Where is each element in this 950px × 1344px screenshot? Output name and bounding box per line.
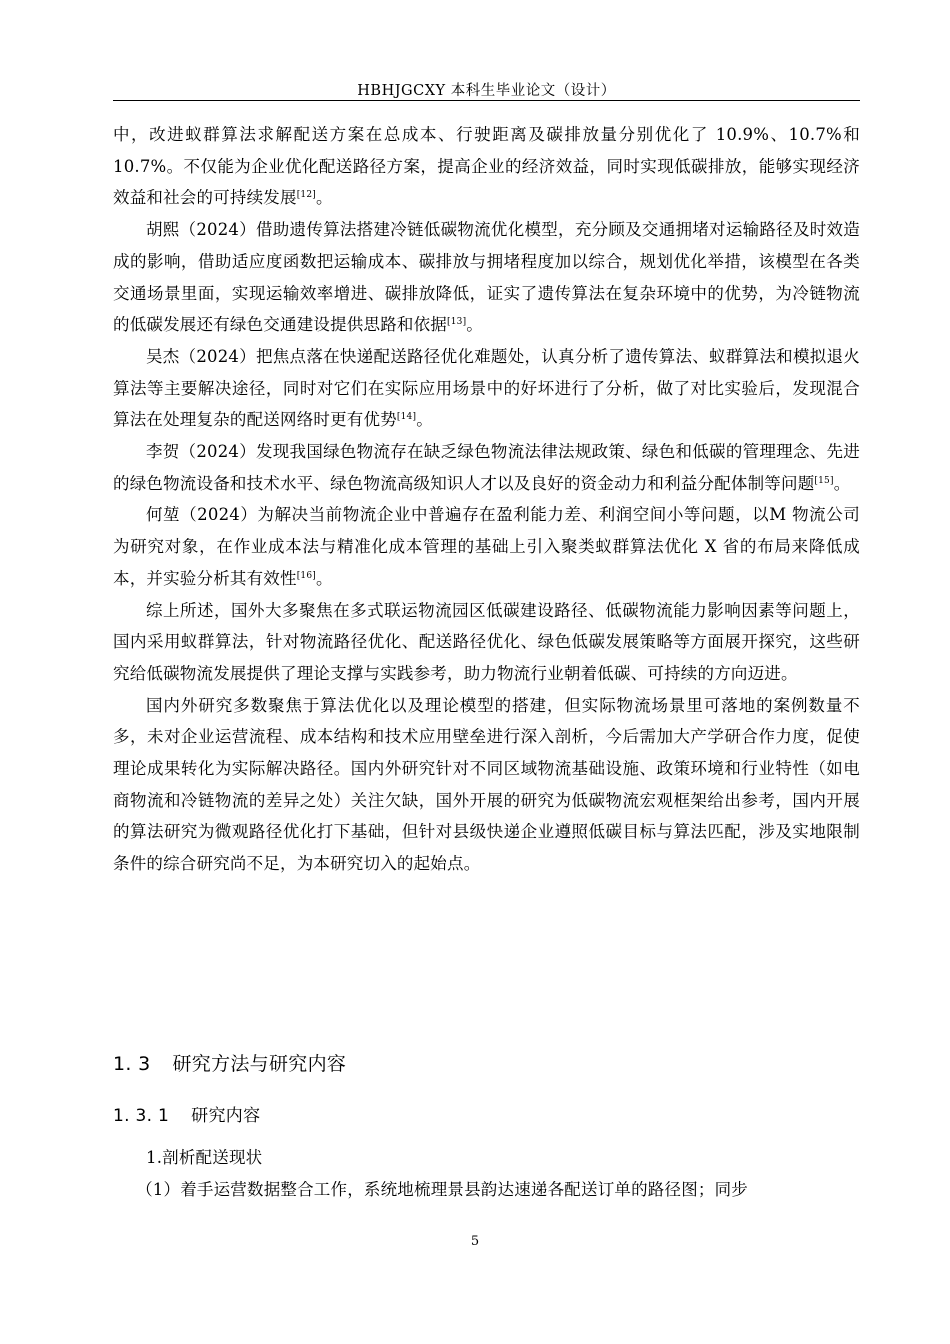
paragraph-continued: 中，改进蚁群算法求解配送方案在总成本、行驶距离及碳排放量分别优化了 10.9%、10.7%和 10.7%。不仅能为企业优化配送路径方案，提高企业的经济效益，同时实现低碳排放，能够实现经济效益和社会的可持续发展[12]。 [113,125,860,208]
subsection-title: 研究内容 [191,1106,261,1126]
paragraph: 国内外研究多数聚焦于算法优化以及理论模型的搭建，但实际物流场景里可落地的案例数量不多，未对企业运营流程、成本结构和技术应用壁垒进行深入剖析，今后需加大产学研合作力度，促使理论成果转化为实际解决路径。国内外研究针对不同区域物流基础设施、政策环境和行业特性（如电商物流和冷链物流的差异之处）关注欠缺，国外开展的研究为低碳物流宏观框架给出参考，国内开展的算法研究为微观路径优化打下基础，但针对县级快递企业遵照低碳目标与算法匹配，涉及实地限制条件的综合研究尚不足，为本研究切入的起始点。 [113,695,860,874]
paragraph: 何堃（2024）为解决当前物流企业中普遍存在盈利能力差、利润空间小等问题，以M 物流公司为研究对象，在作业成本法与精准化成本管理的基础上引入聚类蚁群算法优化 X 省的布局来降低成本，并实验分析其有效性[16]。 [113,505,860,588]
body-text [113,119,860,880]
subsection-heading [113,1101,260,1126]
list-subitem-text: （1）着手运营数据整合工作，系统地梳理景县韵达速递各配送订单的路径图；同步 [136,1180,748,1199]
section-heading [113,1049,346,1076]
list-item-text: 1.剖析配送现状 [146,1148,263,1167]
citation: [13] [447,317,467,328]
section-title: 研究方法与研究内容 [172,1053,347,1075]
citation: [15] [814,475,834,486]
citation: [16] [296,570,316,581]
page-number: 5 [470,1234,480,1249]
citation: [12] [296,190,316,201]
citation: [14] [396,412,417,423]
running-header: HBHJGCXY 本科生毕业论文（设计） [357,83,616,99]
paragraph: 李贺（2024）发现我国绿色物流存在缺乏绿色物流法律法规政策、绿色和低碳的管理理念、先进的绿色物流设备和技术水平、绿色物流高级知识人才以及良好的资金动力和利益分配体制等问题[15]。 [113,442,860,493]
subsection-number: 1. 3. 1 [113,1106,170,1126]
paragraph: 吴杰（2024）把焦点落在快递配送路径优化难题处，认真分析了遗传算法、蚁群算法和模拟退火算法等主要解决途径，同时对它们在实际应用场景中的好坏进行了分析，做了对比实验后，发现混合算法在处理复杂的配送网络时更有优势[14]。 [113,346,860,430]
list-subitem [113,1174,860,1206]
paragraph: 综上所述，国外大多聚焦在多式联运物流园区低碳建设路径、低碳物流能力影响因素等问题上，国内采用蚁群算法，针对物流路径优化、配送路径优化、绿色低碳发展策略等方面展开探究，这些研究给低碳物流发展提供了理论支撑与实践参考，助力物流行业朝着低碳、可持续的方向迈进。 [113,600,860,683]
header-rule [113,100,860,101]
list-item [113,1142,860,1174]
section-number: 1. 3 [113,1053,151,1075]
paragraph: 胡熙（2024）借助遗传算法搭建冷链低碳物流优化模型，充分顾及交通拥堵对运输路径及时效造成的影响，借助适应度函数把运输成本、碳排放与拥堵程度加以综合，规划优化举措，该模型在各类交通场景里面，实现运输效率增进、碳排放降低，证实了遗传算法在复杂环境中的优势，为冷链物流的低碳发展还有绿色交通建设提供思路和依据[13]。 [113,220,860,335]
